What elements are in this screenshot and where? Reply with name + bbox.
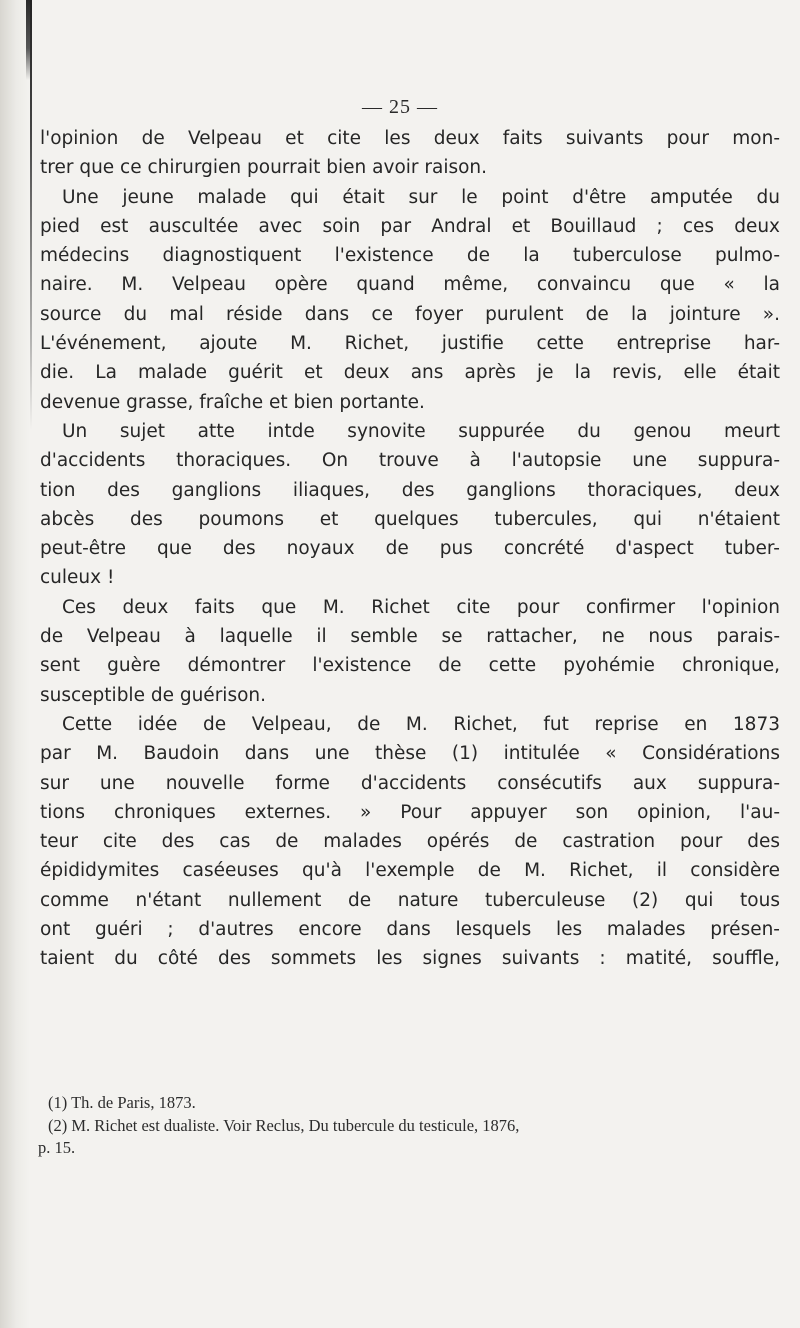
body-line: source du mal réside dans ce foyer purulent de la jointure ». [40,303,780,325]
body-line: par M. Baudoin dans une thèse (1) intitulée « Considérations [40,743,780,765]
footnote-2-continuation: p. 15. [38,1138,76,1157]
body-line: taient du côté des sommets les signes suivants : matité, souffle, [40,948,780,970]
footnote-2: (2) M. Richet est dualiste. Voir Reclus, Du tubercule du testicule, 1876, [48,1115,520,1135]
body-line: tions chroniques externes. » Pour appuyer son opinion, l'au- [40,801,780,823]
body-line: l'opinion de Velpeau et cite les deux faits suivants pour mon- [40,128,780,149]
body-line: de Velpeau à laquelle il semble se rattacher, ne nous parais- [40,626,780,648]
body-line: peut-être que des noyaux de pus concrété d'aspect tuber- [40,538,780,560]
body-line: sent guère démontrer l'existence de cette pyohémie chronique, [40,655,780,677]
body-line: comme n'étant nullement de nature tuberculeuse (2) qui tous [40,889,780,911]
footnotes [38,1092,748,1160]
body-line: culeux ! [40,567,115,589]
body-line: trer que ce chirurgien pourrait bien avoir raison. [40,157,488,179]
body-line: abcès des poumons et quelques tubercules, qui n'étaient [40,508,780,530]
body-line: d'accidents thoraciques. On trouve à l'autopsie une suppura- [40,450,780,472]
page-number: — 25 — [362,96,438,118]
body-line: devenue grasse, fraîche et bien portante. [40,391,425,413]
body-line: ont guéri ; d'autres encore dans lesquels les malades présen- [40,919,780,941]
body-line: L'événement, ajoute M. Richet, justifie cette entreprise har- [40,333,780,355]
footnote-1: (1) Th. de Paris, 1873. [48,1093,196,1112]
body-line: die. La malade guérit et deux ans après je la revis, elle était [40,362,780,384]
body-line: Cette idée de Velpeau, de M. Richet, fut reprise en 1873 [62,713,780,735]
binding-edge-line [30,0,32,430]
body-line: sur une nouvelle forme d'accidents consécutifs aux suppura- [40,772,780,794]
body-line: Ces deux faits que M. Richet cite pour confirmer l'opinion [62,596,780,618]
body-line: Une jeune malade qui était sur le point d'être amputée du [62,186,780,208]
body-line: pied est auscultée avec soin par Andral et Bouillaud ; ces deux [40,215,780,237]
body-line: médecins diagnostiquent l'existence de la tuberculose pulmo- [40,245,780,267]
body-line: Un sujet atte intde synovite suppurée du genou meurt [62,420,780,442]
body-line: susceptible de guérison. [40,684,267,706]
binding-shadow [0,0,30,1328]
body-text [40,124,780,974]
body-line: tion des ganglions iliaques, des ganglions thoraciques, deux [40,479,780,501]
body-line: naire. M. Velpeau opère quand même, convaincu que « la [40,274,780,296]
body-line: épididymites caséeuses qu'à l'exemple de M. Richet, il considère [40,860,780,882]
body-line: teur cite des cas de malades opérés de castration pour des [40,831,780,853]
